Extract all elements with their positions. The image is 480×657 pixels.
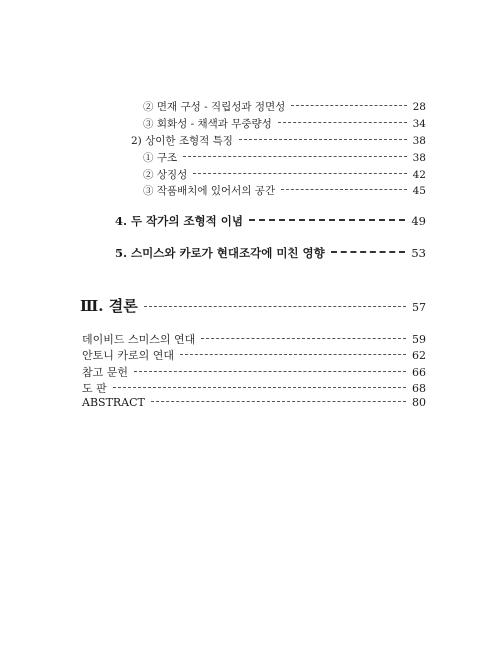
toc-entry-page: 28: [412, 101, 426, 113]
toc-entry-page: 66: [412, 366, 426, 379]
dot-leader: [113, 387, 406, 388]
dot-leader: [144, 306, 406, 307]
toc-entry-page: 38: [412, 135, 426, 147]
toc-entry-title: 안토니 카로의 연대: [82, 349, 175, 362]
toc-section-entry: [115, 245, 426, 261]
dot-leader: [331, 251, 406, 253]
dot-leader: [201, 338, 406, 339]
toc-entry-title: ③ 회화성 - 채색과 무중량성: [143, 118, 272, 130]
toc-entry-title: 4. 두 작가의 조형적 이념: [115, 214, 243, 228]
dot-leader: [151, 401, 406, 402]
dot-leader: [249, 219, 405, 221]
toc-entry-title: Ⅲ. 결론: [80, 297, 138, 315]
toc-entry-page: 38: [412, 152, 426, 164]
toc-section-entry: [115, 213, 426, 229]
toc-entry-page: 59: [412, 333, 426, 346]
toc-entry: [82, 331, 426, 347]
toc-entry-title: 데이비드 스미스의 연대: [82, 333, 196, 346]
toc-entry-title: 5. 스미스와 카로가 현대조각에 미친 영향: [115, 246, 325, 260]
toc-entry-page: 62: [412, 349, 426, 362]
toc-entry-title: ③ 작품배치에 있어서의 공간: [143, 185, 276, 197]
dot-leader: [281, 189, 407, 190]
dot-leader: [180, 354, 406, 355]
toc-entry-page: 57: [412, 301, 426, 314]
toc-entry-title: 도 판: [82, 382, 107, 395]
toc-entry: [82, 364, 426, 380]
toc-entry-title: ② 면재 구성 - 직립성과 정면성: [143, 101, 286, 113]
toc-entry-page: 42: [412, 169, 426, 181]
toc-entry-title: 2) 상이한 조형적 특징: [131, 135, 233, 147]
toc-entry: [143, 150, 426, 165]
toc-entry: [82, 380, 426, 396]
toc-chapter-entry: [80, 295, 426, 316]
dot-leader: [134, 371, 406, 372]
dot-leader: [183, 156, 407, 157]
dot-leader: [291, 105, 406, 106]
toc-entry-page: 53: [411, 246, 426, 260]
toc-entry-page: 45: [412, 185, 426, 197]
toc-entry: [143, 183, 426, 198]
toc-entry: [143, 99, 426, 114]
toc-entry: [143, 167, 426, 182]
toc-entry-page: 68: [412, 382, 426, 395]
toc-entry: [82, 396, 426, 409]
toc-entry-page: 34: [412, 118, 426, 130]
toc-entry-title: ① 구조: [143, 152, 178, 164]
dot-leader: [239, 139, 407, 140]
toc-entry-page: 80: [412, 396, 426, 409]
toc-entry: [143, 116, 426, 131]
toc-entry-title: 참고 문헌: [82, 366, 129, 379]
toc-entry-title: ② 상징성: [143, 169, 188, 181]
dot-leader: [193, 173, 406, 174]
toc-entry: [131, 133, 426, 148]
dot-leader: [278, 122, 407, 123]
toc-entry-page: 49: [411, 214, 426, 228]
toc-entry: [82, 347, 426, 363]
toc-entry-title: ABSTRACT: [82, 396, 145, 409]
